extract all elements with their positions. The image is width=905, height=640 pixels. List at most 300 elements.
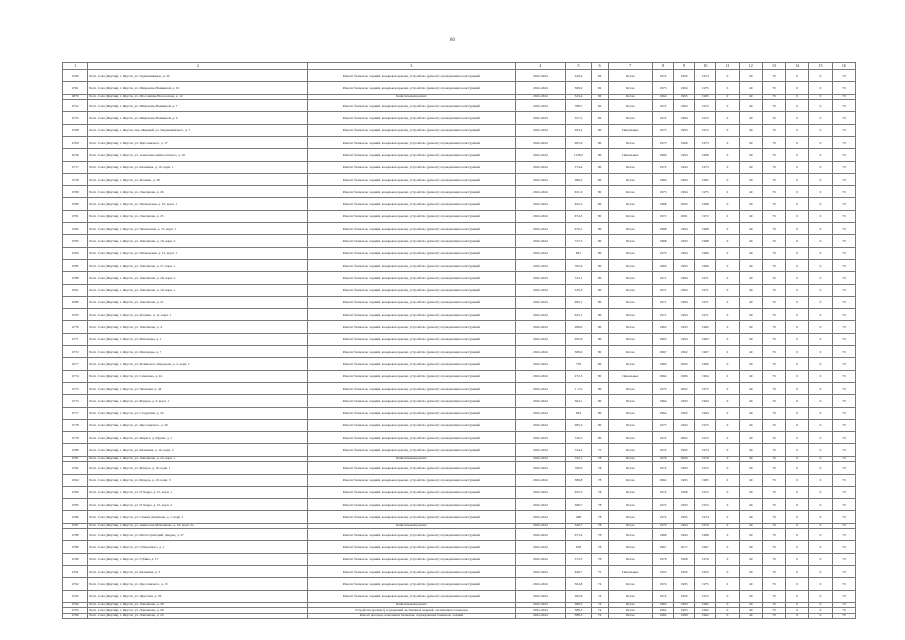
cell-work: Ремонт балконов, лоджий, козырьков крылец, устройство (ремонт) ограждающих конструкций bbox=[308, 223, 515, 235]
cell-v13: 0 bbox=[786, 370, 809, 382]
table-row bbox=[63, 112, 856, 124]
cell-y1: 1972 bbox=[652, 486, 673, 498]
cell-v15: 70 bbox=[832, 541, 855, 553]
cell-id: 4752 bbox=[63, 100, 88, 112]
cell-y1: 1973 bbox=[652, 136, 673, 148]
cell-id: 4759 bbox=[63, 173, 88, 185]
cell-id: 4773 bbox=[63, 395, 88, 407]
cell-y2: 1994 bbox=[674, 529, 695, 541]
cell-v15: 70 bbox=[832, 235, 855, 247]
table-row bbox=[63, 333, 856, 345]
cell-pct: 78 bbox=[591, 511, 608, 523]
cell-work: Ремонт балконов, лоджий, козырьков крылец, устройство (ремонт) ограждающих конструкций bbox=[308, 370, 515, 382]
cell-v12: 70 bbox=[762, 499, 785, 511]
cell-y2: 1994 bbox=[674, 333, 695, 345]
cell-addr: Респ. Саха (Якутия), г. Якутск, ул. Кальвица, д. 10, корп. 2 bbox=[88, 444, 308, 456]
cell-pct: 75 bbox=[591, 444, 608, 456]
cell-mat: Бетон bbox=[608, 541, 652, 553]
cell-v11: 40 bbox=[739, 523, 762, 529]
cell-y3: 1970 bbox=[695, 523, 716, 529]
column-header: 13 bbox=[762, 63, 785, 70]
column-header: 4 bbox=[515, 63, 566, 70]
cell-pct: 80 bbox=[591, 259, 608, 271]
cell-period: 2022-2024 bbox=[515, 382, 566, 394]
cell-v10: 0 bbox=[716, 284, 739, 296]
cell-work: Ремонт балконов, лоджий, козырьков крылец, устройство (ремонт) ограждающих конструкций bbox=[308, 149, 515, 161]
cell-addr: Респ. Саха (Якутия), г. Якутск, ул. Шоссейная-Новоселова, д. 12 bbox=[88, 94, 308, 100]
cell-v13: 0 bbox=[786, 259, 809, 271]
cell-mat: Бетон bbox=[608, 210, 652, 222]
cell-id: 4785 bbox=[63, 499, 88, 511]
cell-mat: Бетон bbox=[608, 613, 652, 619]
cell-area: 673,4 bbox=[566, 529, 591, 541]
cell-y3: 1962 bbox=[695, 321, 716, 333]
cell-y1: 1968 bbox=[652, 223, 673, 235]
cell-y3: 1972 bbox=[695, 462, 716, 474]
cell-work: Ремонт балконов, лоджий, козырьков крылец, устройство (ремонт) ограждающих конструкций bbox=[308, 82, 515, 94]
cell-v15: 70 bbox=[832, 173, 855, 185]
cell-v14: 0 bbox=[809, 608, 832, 614]
cell-mat: Бетон bbox=[608, 82, 652, 94]
cell-addr: Респ. Саха (Якутия), г. Якутск, ул. Лонгинова, д. 19, корп. 1 bbox=[88, 284, 308, 296]
cell-pct: 78 bbox=[591, 486, 608, 498]
cell-area: 295,6 bbox=[566, 333, 591, 345]
cell-y3: 1962 bbox=[695, 602, 716, 608]
cell-v14: 0 bbox=[809, 112, 832, 124]
table-row bbox=[63, 407, 856, 419]
cell-pct: 82 bbox=[591, 94, 608, 100]
cell-v12: 70 bbox=[762, 382, 785, 394]
cell-y1: 1972 bbox=[652, 161, 673, 173]
cell-v11: 40 bbox=[739, 161, 762, 173]
cell-y2: 1995 bbox=[674, 511, 695, 523]
cell-v12: 70 bbox=[762, 82, 785, 94]
cell-y2: 1992 bbox=[674, 407, 695, 419]
cell-v11: 40 bbox=[739, 223, 762, 235]
cell-addr: Респ. Саха (Якутия), г. Якутск, ул. Лонгинова, д. 25 bbox=[88, 210, 308, 222]
cell-addr: Респ. Саха (Якутия), г. Якутск, ул. Лонгинова, д. 23, корп. 1 bbox=[88, 456, 308, 462]
cell-v10: 0 bbox=[716, 272, 739, 284]
cell-pct: 80 bbox=[591, 235, 608, 247]
cell-v11: 40 bbox=[739, 370, 762, 382]
cell-y3: 1972 bbox=[695, 499, 716, 511]
cell-y3: 1972 bbox=[695, 210, 716, 222]
cell-v12: 70 bbox=[762, 529, 785, 541]
cell-v10: 0 bbox=[716, 346, 739, 358]
cell-addr: Респ. Саха (Якутия), г. Якутск, ул. Котенко, д. 11, корп. 1 bbox=[88, 309, 308, 321]
cell-v10: 0 bbox=[716, 161, 739, 173]
cell-v11: 40 bbox=[739, 419, 762, 431]
cell-pct: 74 bbox=[591, 590, 608, 602]
cell-v10: 0 bbox=[716, 523, 739, 529]
cell-v11: 40 bbox=[739, 407, 762, 419]
cell-v15: 70 bbox=[832, 333, 855, 345]
cell-v12: 70 bbox=[762, 186, 785, 198]
cell-id: 4709 bbox=[63, 136, 88, 148]
cell-y1: 1964 bbox=[652, 94, 673, 100]
cell-period: 2022-2024 bbox=[515, 602, 566, 608]
cell-v10: 0 bbox=[716, 395, 739, 407]
cell-y1: 1972 bbox=[652, 499, 673, 511]
cell-pct: 80 bbox=[591, 370, 608, 382]
cell-y3: 1975 bbox=[695, 82, 716, 94]
cell-y3: 1962 bbox=[695, 613, 716, 619]
cell-pct: 82 bbox=[591, 70, 608, 82]
cell-addr: Респ. Саха (Якутия), г. Якутск, ул. Лонгинова, д. 24 bbox=[88, 613, 308, 619]
cell-v15: 70 bbox=[832, 499, 855, 511]
cell-v13: 0 bbox=[786, 100, 809, 112]
cell-id: 4791 bbox=[63, 566, 88, 578]
cell-v12: 70 bbox=[762, 296, 785, 308]
cell-v15: 70 bbox=[832, 432, 855, 444]
cell-v13: 0 bbox=[786, 210, 809, 222]
table-row bbox=[63, 272, 856, 284]
cell-mat: Панельные bbox=[608, 370, 652, 382]
cell-y1: 1967 bbox=[652, 346, 673, 358]
cell-v13: 0 bbox=[786, 613, 809, 619]
cell-v12: 70 bbox=[762, 149, 785, 161]
cell-addr: Респ. Саха (Якутия), г. Якутск, ул. Стадухина, д. 20 bbox=[88, 407, 308, 419]
cell-mat: Бетон bbox=[608, 590, 652, 602]
cell-addr: Респ. Саха (Якутия), г. Якутск, ул. Фёдора, д. 3, корп. 1 bbox=[88, 395, 308, 407]
cell-id: 4781 bbox=[63, 210, 88, 222]
table-row bbox=[63, 124, 856, 136]
cell-area: 368,7 bbox=[566, 499, 591, 511]
cell-v15: 70 bbox=[832, 223, 855, 235]
table-row bbox=[63, 474, 856, 486]
cell-period: 2022-2024 bbox=[515, 247, 566, 259]
cell-area: 293,4 bbox=[566, 124, 591, 136]
cell-y1: 1972 bbox=[652, 112, 673, 124]
cell-v13: 0 bbox=[786, 523, 809, 529]
table-row bbox=[63, 136, 856, 148]
cell-v10: 0 bbox=[716, 173, 739, 185]
cell-y3: 1971 bbox=[695, 296, 716, 308]
cell-v11: 40 bbox=[739, 613, 762, 619]
cell-y1: 1971 bbox=[652, 296, 673, 308]
cell-area: 468 bbox=[566, 511, 591, 523]
cell-pct: 80 bbox=[591, 333, 608, 345]
cell-v15: 70 bbox=[832, 419, 855, 431]
cell-v14: 0 bbox=[809, 210, 832, 222]
cell-v12: 70 bbox=[762, 259, 785, 271]
cell-id: 4768 bbox=[63, 124, 88, 136]
cell-addr: Респ. Саха (Якутия), г. Якутск, ул. Лонгинова, д. 28 bbox=[88, 608, 308, 614]
cell-y2: 1994 bbox=[674, 523, 695, 529]
cell-v12: 70 bbox=[762, 590, 785, 602]
cell-y3: 1964 bbox=[695, 395, 716, 407]
cell-pct: 80 bbox=[591, 173, 608, 185]
cell-area: 679,1 bbox=[566, 223, 591, 235]
cell-v12: 70 bbox=[762, 613, 785, 619]
cell-y2: 2000 bbox=[674, 198, 695, 210]
cell-v12: 70 bbox=[762, 432, 785, 444]
cell-y2: 1994 bbox=[674, 272, 695, 284]
cell-v13: 0 bbox=[786, 223, 809, 235]
cell-y2: 1993 bbox=[674, 259, 695, 271]
cell-v15: 70 bbox=[832, 259, 855, 271]
cell-mat: Бетон bbox=[608, 259, 652, 271]
column-header: 9 bbox=[674, 63, 695, 70]
table-row bbox=[63, 358, 856, 370]
cell-y1: 1975 bbox=[652, 82, 673, 94]
cell-y3: 1974 bbox=[695, 70, 716, 82]
table-row bbox=[63, 529, 856, 541]
cell-v10: 0 bbox=[716, 94, 739, 100]
cell-v13: 0 bbox=[786, 382, 809, 394]
cell-v12: 70 bbox=[762, 486, 785, 498]
cell-period: 2022-2024 bbox=[515, 566, 566, 578]
cell-addr: Респ. Саха (Якутия), г. Якутск, ул. Орджоникидзе, д. 24 bbox=[88, 70, 308, 82]
cell-y1: 1968 bbox=[652, 235, 673, 247]
cell-v13: 0 bbox=[786, 456, 809, 462]
cell-y3: 1965 bbox=[695, 173, 716, 185]
cell-work: Ремонт балконов, лоджий, козырьков крылец, устройство (ремонт) ограждающих конструкций bbox=[308, 499, 515, 511]
cell-mat: Бетон bbox=[608, 333, 652, 345]
cell-mat: Бетон bbox=[608, 223, 652, 235]
cell-v14: 0 bbox=[809, 161, 832, 173]
cell-mat: Бетон bbox=[608, 198, 652, 210]
cell-id: 4793 bbox=[63, 590, 88, 602]
cell-y2: 2002 bbox=[674, 432, 695, 444]
cell-mat: Бетон bbox=[608, 444, 652, 456]
cell-work: Ремонт балконов, лоджий, козырьков крылец, устройство (ремонт) ограждающих конструкций bbox=[308, 100, 515, 112]
cell-id: 4771 bbox=[63, 333, 88, 345]
cell-v15: 70 bbox=[832, 94, 855, 100]
cell-v12: 70 bbox=[762, 284, 785, 296]
cell-pct: 80 bbox=[591, 432, 608, 444]
cell-y2: 1995 bbox=[674, 566, 695, 578]
cell-v13: 0 bbox=[786, 173, 809, 185]
cell-area: 645,5 bbox=[566, 198, 591, 210]
cell-addr: Респ. Саха (Якутия), г. Якутск, ул. Белинского-Федорова, д. 2, корп. 1 bbox=[88, 358, 308, 370]
cell-y2: 1993 bbox=[674, 602, 695, 608]
cell-work: Ремонт балконов, лоджий, козырьков крылец, устройство (ремонт) ограждающих конструкций bbox=[308, 333, 515, 345]
cell-work: Ремонт балконов, лоджий, козырьков крылец, устройство (ремонт) ограждающих конструкций bbox=[308, 124, 515, 136]
cell-v11: 40 bbox=[739, 149, 762, 161]
cell-area: 329,4 bbox=[566, 70, 591, 82]
cell-v10: 0 bbox=[716, 210, 739, 222]
cell-y3: 1967 bbox=[695, 346, 716, 358]
cell-y3: 1973 bbox=[695, 136, 716, 148]
cell-pct: 80 bbox=[591, 136, 608, 148]
cell-mat: Бетон bbox=[608, 186, 652, 198]
cell-v11: 40 bbox=[739, 321, 762, 333]
cell-y1: 1964 bbox=[652, 395, 673, 407]
cell-period: 2022-2024 bbox=[515, 100, 566, 112]
cell-addr: Респ. Саха (Якутия), г. Якутск, ул. Губина, д. 17 bbox=[88, 553, 308, 565]
cell-work: Ремонт балконов, лоджий, козырьков крылец, устройство (ремонт) ограждающих конструкций bbox=[308, 70, 515, 82]
cell-pct: 80 bbox=[591, 247, 608, 259]
cell-v14: 0 bbox=[809, 124, 832, 136]
table-row bbox=[63, 553, 856, 565]
cell-v15: 70 bbox=[832, 284, 855, 296]
cell-v15: 70 bbox=[832, 578, 855, 590]
cell-work: Ремонт балконов, лоджий, козырьков крылец, устройство (ремонт) ограждающих конструкций bbox=[308, 566, 515, 578]
cell-work: Ремонт балконов, лоджий, козырьков крылец, устройство (ремонт) ограждающих конструкций bbox=[308, 309, 515, 321]
cell-work: Капитальный ремонт bbox=[308, 523, 515, 529]
cell-period: 2022-2024 bbox=[515, 284, 566, 296]
table-row bbox=[63, 566, 856, 578]
cell-v10: 0 bbox=[716, 608, 739, 614]
cell-addr: Респ. Саха (Якутия), г. Якутск, ул. Ярославского, д. 15 bbox=[88, 578, 308, 590]
cell-work: Ремонт балконов, лоджий, козырьков крылец, устройство (ремонт) ограждающих конструкций bbox=[308, 284, 515, 296]
cell-v14: 0 bbox=[809, 94, 832, 100]
cell-v13: 0 bbox=[786, 395, 809, 407]
cell-y2: 1996 bbox=[674, 370, 695, 382]
cell-v14: 0 bbox=[809, 462, 832, 474]
cell-v12: 70 bbox=[762, 523, 785, 529]
cell-work: Ремонт балконов, лоджий, козырьков крылец, устройство (ремонт) ограждающих конструкций bbox=[308, 590, 515, 602]
cell-period: 2022-2024 bbox=[515, 474, 566, 486]
table-row bbox=[63, 395, 856, 407]
cell-v14: 0 bbox=[809, 284, 832, 296]
cell-v13: 0 bbox=[786, 94, 809, 100]
cell-y1: 1964 bbox=[652, 407, 673, 419]
cell-period: 2022-2024 bbox=[515, 370, 566, 382]
cell-mat: Панельные bbox=[608, 149, 652, 161]
cell-y1: 1969 bbox=[652, 149, 673, 161]
cell-v15: 70 bbox=[832, 370, 855, 382]
cell-period: 2022-2024 bbox=[515, 395, 566, 407]
cell-v11: 40 bbox=[739, 82, 762, 94]
cell-addr: Респ. Саха (Якутия), г. Якутск, ул. Широкова-Ножкиной, д. 10 bbox=[88, 82, 308, 94]
cell-period: 2022-2024 bbox=[515, 272, 566, 284]
cell-addr: Респ. Саха (Якутия), г. Якутск, ул. Лонгинова, д. 21 bbox=[88, 296, 308, 308]
cell-period: 2022-2024 bbox=[515, 321, 566, 333]
cell-v15: 70 bbox=[832, 272, 855, 284]
cell-v14: 0 bbox=[809, 523, 832, 529]
cell-y2: 1993 bbox=[674, 321, 695, 333]
cell-y1: 1960 bbox=[652, 358, 673, 370]
cell-period: 2022-2024 bbox=[515, 419, 566, 431]
cell-v14: 0 bbox=[809, 529, 832, 541]
cell-v11: 40 bbox=[739, 602, 762, 608]
cell-addr: Респ. Саха (Якутия), г. Якутск, ул. Лонгинова, д. 4 bbox=[88, 321, 308, 333]
cell-period: 2022-2024 bbox=[515, 523, 566, 529]
cell-y2: 1993 bbox=[674, 608, 695, 614]
cell-area: 1128,5 bbox=[566, 149, 591, 161]
cell-v10: 0 bbox=[716, 223, 739, 235]
cell-v12: 70 bbox=[762, 462, 785, 474]
cell-period: 2022-2024 bbox=[515, 124, 566, 136]
cell-v11: 40 bbox=[739, 529, 762, 541]
cell-v10: 0 bbox=[716, 566, 739, 578]
cell-v10: 0 bbox=[716, 247, 739, 259]
table-row bbox=[63, 284, 856, 296]
cell-addr: Респ. Саха (Якутия), г. Якутск, ул. Семенова, д. 24 bbox=[88, 370, 308, 382]
cell-period: 2022-2024 bbox=[515, 529, 566, 541]
cell-pct: 82 bbox=[591, 100, 608, 112]
cell-v11: 40 bbox=[739, 186, 762, 198]
cell-y2: 1993 bbox=[674, 462, 695, 474]
cell-y1: 1962 bbox=[652, 608, 673, 614]
cell-v10: 0 bbox=[716, 82, 739, 94]
cell-pct: 80 bbox=[591, 161, 608, 173]
cell-pct: 80 bbox=[591, 382, 608, 394]
cell-y1: 1970 bbox=[652, 247, 673, 259]
cell-area: 557,2 bbox=[566, 112, 591, 124]
cell-work: Ремонт балконов, лоджий, козырьков крылец, устройство (ремонт) ограждающих конструкций bbox=[308, 321, 515, 333]
cell-area: 588,3 bbox=[566, 613, 591, 619]
cell-v11: 40 bbox=[739, 296, 762, 308]
cell-period: 2022-2024 bbox=[515, 82, 566, 94]
cell-v10: 0 bbox=[716, 136, 739, 148]
cell-y2: 1995 bbox=[674, 70, 695, 82]
cell-v12: 70 bbox=[762, 235, 785, 247]
cell-y1: 1964 bbox=[652, 370, 673, 382]
cell-id: 4780 bbox=[63, 444, 88, 456]
cell-v11: 40 bbox=[739, 235, 762, 247]
cell-area: 905,6 bbox=[566, 136, 591, 148]
cell-y2: 1995 bbox=[674, 444, 695, 456]
cell-v14: 0 bbox=[809, 419, 832, 431]
cell-y2: 1994 bbox=[674, 186, 695, 198]
cell-y3: 1972 bbox=[695, 100, 716, 112]
housing-register-table bbox=[62, 62, 856, 619]
cell-y3: 1969 bbox=[695, 259, 716, 271]
table-row bbox=[63, 198, 856, 210]
cell-y1: 1969 bbox=[652, 259, 673, 271]
cell-y1: 1962 bbox=[652, 474, 673, 486]
cell-area: 272,3 bbox=[566, 370, 591, 382]
header-row bbox=[63, 63, 856, 70]
cell-addr: Респ. Саха (Якутия), г. Якутск, ул. Фёдора, д. 10, корп. 1 bbox=[88, 462, 308, 474]
cell-id: 4782 bbox=[63, 223, 88, 235]
cell-v14: 0 bbox=[809, 223, 832, 235]
cell-pct: 78 bbox=[591, 474, 608, 486]
cell-mat: Бетон bbox=[608, 523, 652, 529]
cell-v14: 0 bbox=[809, 578, 832, 590]
cell-id: 4793 bbox=[63, 309, 88, 321]
cell-mat: Бетон bbox=[608, 321, 652, 333]
cell-period: 2022-2024 bbox=[515, 578, 566, 590]
cell-period: 2022-2024 bbox=[515, 432, 566, 444]
cell-y1: 1975 bbox=[652, 186, 673, 198]
cell-addr: Респ. Саха (Якутия), г. Якутск, ул. Алексеева-Аммосовского, д. 16 bbox=[88, 149, 308, 161]
cell-v12: 70 bbox=[762, 173, 785, 185]
cell-area: 760,9 bbox=[566, 462, 591, 474]
cell-y3: 1975 bbox=[695, 382, 716, 394]
column-header: 7 bbox=[608, 63, 652, 70]
cell-mat: Бетон bbox=[608, 70, 652, 82]
cell-mat: Бетон bbox=[608, 358, 652, 370]
cell-y3: 1976 bbox=[695, 553, 716, 565]
table-row bbox=[63, 382, 856, 394]
cell-v14: 0 bbox=[809, 346, 832, 358]
cell-area: 658 bbox=[566, 541, 591, 553]
cell-mat: Бетон bbox=[608, 486, 652, 498]
table-row bbox=[63, 161, 856, 173]
column-header: 12 bbox=[739, 63, 762, 70]
cell-y1: 1972 bbox=[652, 590, 673, 602]
cell-v11: 40 bbox=[739, 173, 762, 185]
cell-mat: Бетон bbox=[608, 395, 652, 407]
cell-v10: 0 bbox=[716, 529, 739, 541]
cell-v15: 70 bbox=[832, 309, 855, 321]
cell-v12: 70 bbox=[762, 223, 785, 235]
cell-v14: 0 bbox=[809, 136, 832, 148]
cell-y2: 1995 bbox=[674, 590, 695, 602]
cell-work: Ремонт балконов, лоджий, козырьков крылец, устройство (ремонт) ограждающих конструкций bbox=[308, 444, 515, 456]
cell-area: 722,1 bbox=[566, 456, 591, 462]
cell-work: Ремонт балконов, лоджий, козырьков крылец, устройство (ремонт) ограждающих конструкций bbox=[308, 259, 515, 271]
cell-mat: Бетон bbox=[608, 112, 652, 124]
cell-v14: 0 bbox=[809, 259, 832, 271]
cell-addr: Респ. Саха (Якутия), г. Якутск, ул. Фёдора, д. 10, корп. 3 bbox=[88, 474, 308, 486]
cell-pct: 80 bbox=[591, 358, 608, 370]
cell-v12: 70 bbox=[762, 70, 785, 82]
